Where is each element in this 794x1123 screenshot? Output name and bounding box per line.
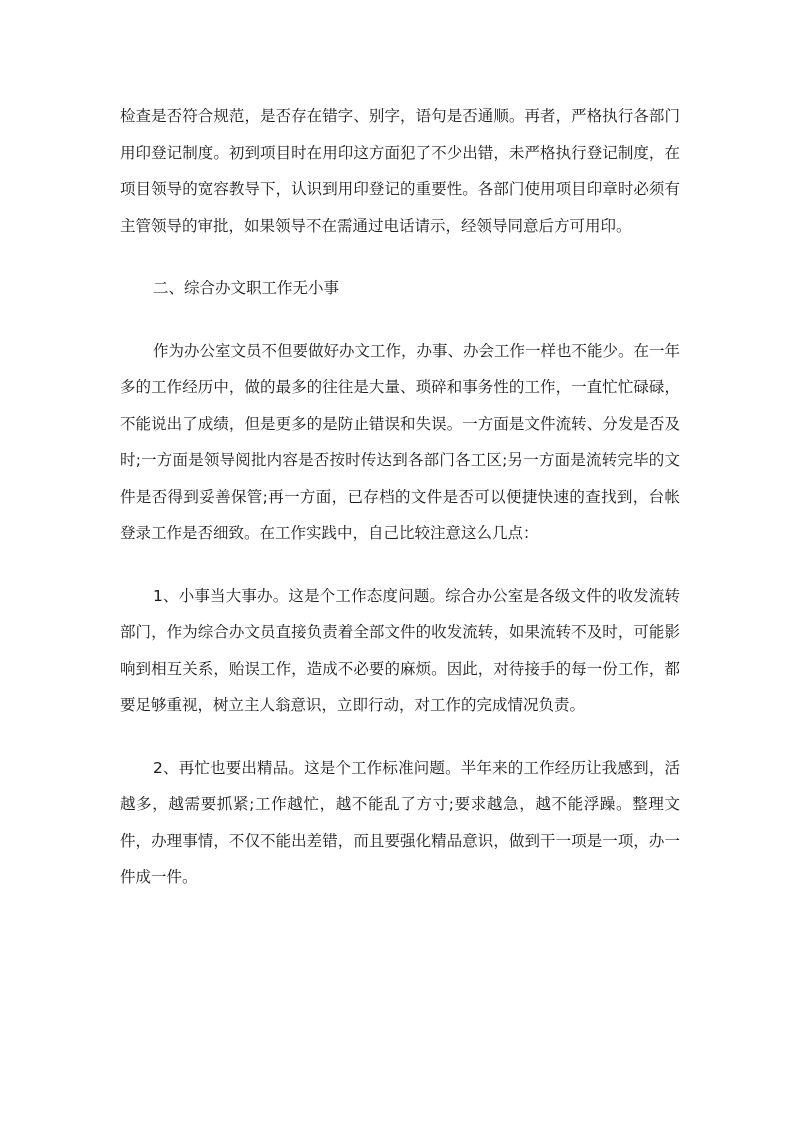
paragraph-gap xyxy=(120,724,680,750)
paragraph-intro: 作为办公室文员不但要做好办文工作，办事、办会工作一样也不能少。在一年多的工作经历中，做的最多的往往是大量、琐碎和事务性的工作，一直忙忙碌碌，不能说出了成绩，但是更多的是防止错误和失误。一方面是文件流转、分发是否及时;一方面是领导阅批内容是否按时传达到各部门各工区;另一方面是流转完毕的文件是否得到妥善保管;再一方面，已存档的文件是否可以便捷快速的查找到，台帐登录工作是否细致。在工作实践中，自己比较注意这么几点： xyxy=(120,341,681,542)
section-heading: 二、综合办文职工作无小事 xyxy=(153,279,340,297)
paragraph-gap xyxy=(120,244,680,270)
paragraph-continuation: 检查是否符合规范，是否存在错字、别字，语句是否通顺。再者，严格执行各部门用印登记制度。初到项目时在用印这方面犯了不少出错，未严格执行登记制度，在项目领导的宽容教导下，认识到用印登记的重要性。各部门使用项目印章时必须有主管领导的审批，如果领导不在需通过电话请示，经领导同意后方可用印。 xyxy=(120,107,680,235)
paragraph-gap xyxy=(120,307,680,333)
paragraph-point-1: 1、小事当大事办。这是个工作态度问题。综合办公室是各级文件的收发流转部门，作为综合办文员直接负责着全部文件的收发流转，如果流转不及时，可能影响到相互关系，贻误工作，造成不必要的麻烦。因此，对待接手的每一份工作，都要足够重视，树立主人翁意识，立即行动，对工作的完成情况负责。 xyxy=(120,586,680,714)
document-body xyxy=(120,98,680,896)
paragraph-gap xyxy=(120,552,680,578)
paragraph-point-2: 2、再忙也要出精品。这是个工作标准问题。半年来的工作经历让我感到，活越多，越需要抓紧;工作越忙，越不能乱了方寸;要求越急，越不能浮躁。整理文件，办理事情，不仅不能出差错，而且要强化精品意识，做到干一项是一项，办一件成一件。 xyxy=(120,758,680,886)
